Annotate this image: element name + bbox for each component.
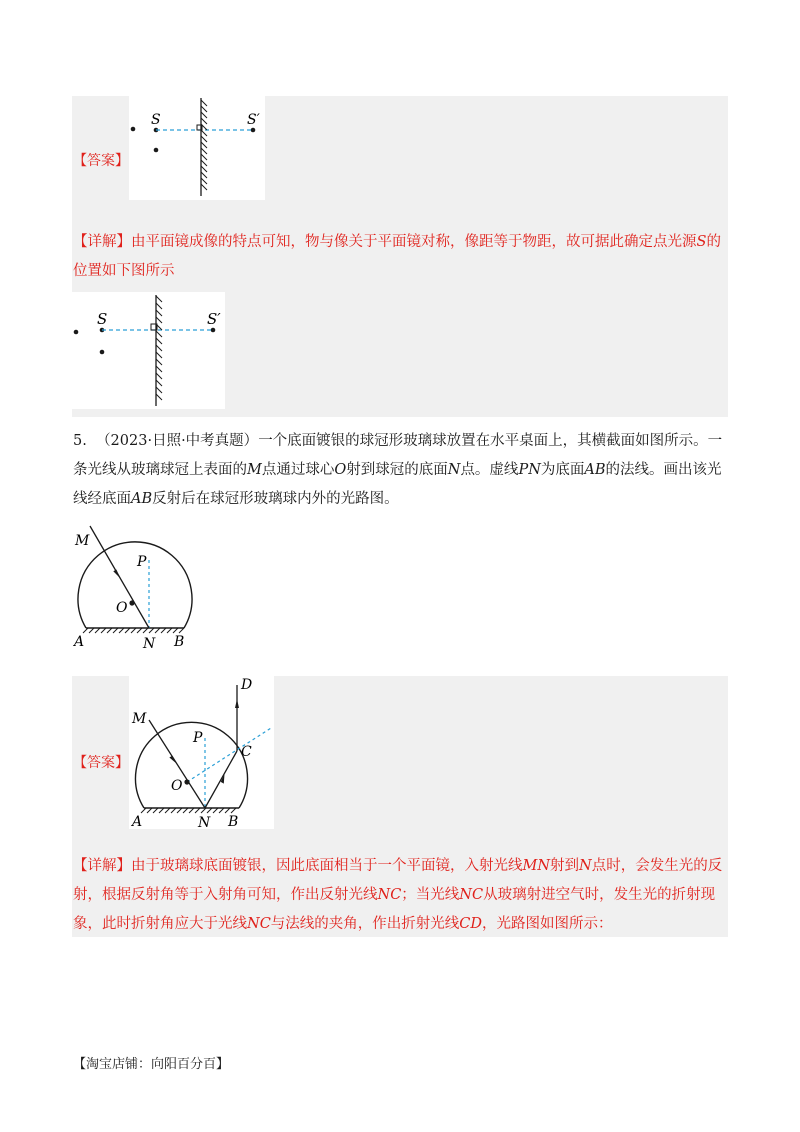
- label-m: M: [132, 711, 147, 727]
- detail-figure-1: [72, 292, 225, 409]
- glass-cap-outline: [136, 722, 248, 808]
- label-a: A: [74, 634, 85, 650]
- arrow-cd: [235, 699, 239, 708]
- label-s: S: [151, 112, 161, 128]
- point-left: [131, 127, 136, 132]
- detail-tag-1: 【详解】: [73, 234, 131, 250]
- label-n: N: [198, 815, 211, 829]
- label-p: P: [193, 730, 203, 746]
- glass-cap-outline: [78, 542, 192, 628]
- label-s-prime: S′: [207, 310, 221, 328]
- label-p: P: [137, 554, 147, 570]
- label-s-prime: S′: [247, 112, 260, 128]
- label-a: A: [132, 814, 143, 829]
- point-left: [74, 330, 79, 335]
- point-below: [154, 148, 159, 153]
- question-5-figure: [70, 522, 200, 652]
- point-below: [100, 350, 105, 355]
- answer-figure-2: [129, 676, 274, 829]
- question-number: 5.: [73, 433, 87, 449]
- label-n: N: [143, 636, 156, 652]
- question-source: （2023·日照·中考真题）: [96, 433, 259, 449]
- answer-tag-2: 【答案】: [73, 755, 129, 771]
- detail-text-2: 【详解】由于玻璃球底面镀银，因此底面相当于一个平面镜，入射光线MN射到N点时，会发生光的反射，根据反射角等于入射角可知，作出反射光线NC；当光线NC从玻璃射进空气时，发生光的折射现象，此时折射角应大于光线NC与法线的夹角，作出折射光线CD，光路图如图所示：: [73, 858, 723, 932]
- label-m: M: [75, 533, 90, 549]
- center-o: [129, 600, 134, 605]
- reflected-ray-nc: [205, 751, 237, 808]
- mirror-hatching: [156, 296, 162, 400]
- question-5-text: 5. （2023·日照·中考真题）一个底面镀银的球冠形玻璃球放置在水平桌面上，其横截面如图所示。一条光线从玻璃球冠上表面的M点通过球心O射到球冠的底面N点。虚线PN为底面AB的法线。画出该光线经底面AB反射后在球冠形玻璃球内外的光路图。: [73, 433, 723, 507]
- label-c: C: [241, 744, 252, 760]
- label-b: B: [174, 634, 185, 650]
- mirror-hatching: [201, 100, 207, 190]
- label-b: B: [228, 814, 239, 829]
- footer-shop-label: 【淘宝店铺：向阳百分百】: [73, 1057, 230, 1072]
- label-o: O: [171, 778, 183, 794]
- label-o: O: [116, 600, 128, 616]
- label-s: S: [97, 310, 108, 328]
- arrow-head: [113, 570, 120, 579]
- detail-tag-2: 【详解】: [73, 858, 131, 874]
- answer-tag-1: 【答案】: [73, 153, 129, 169]
- answer-figure-1: [129, 96, 265, 200]
- detail-text-1: 【详解】由平面镜成像的特点可知，物与像关于平面镜对称，像距等于物距，故可据此确定点光源S的位置如下图所示: [73, 234, 721, 279]
- label-d: D: [241, 677, 253, 693]
- center-o: [184, 779, 189, 784]
